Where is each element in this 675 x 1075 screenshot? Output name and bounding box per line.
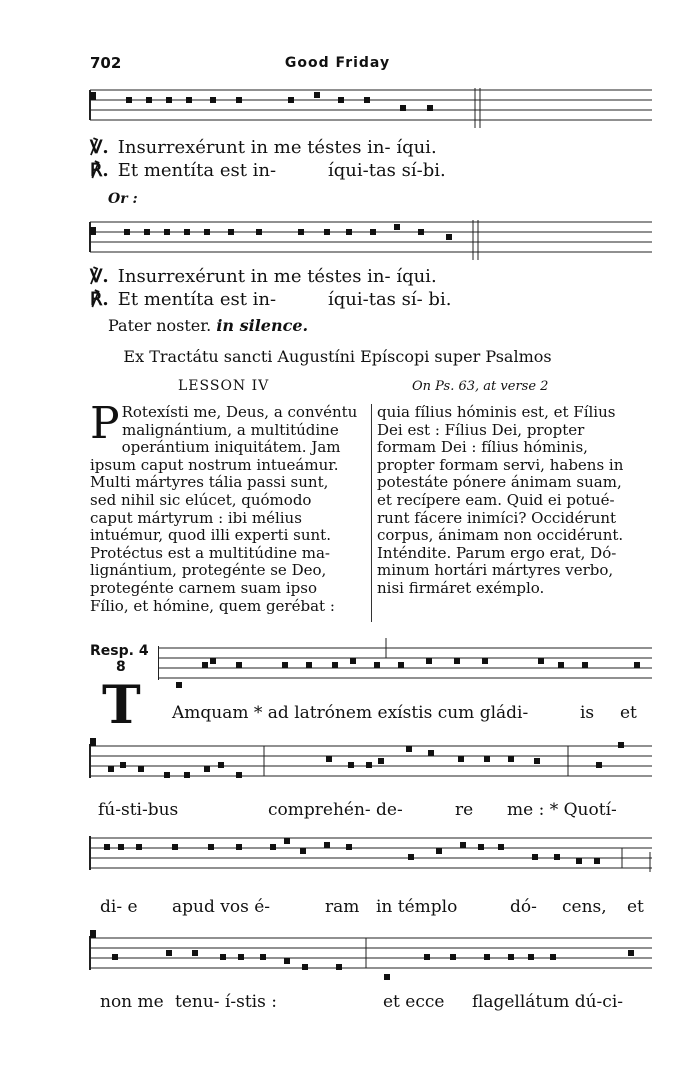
- pater-rubric: in silence.: [216, 316, 309, 335]
- lesson-left-line: Multi mártyres tália passi sunt,: [90, 473, 329, 492]
- or-label: Or :: [108, 191, 138, 207]
- lesson-left-line: sed nihil sic elúcet, quómodo: [90, 490, 312, 509]
- lesson-label: LESSON IV: [178, 378, 270, 394]
- page-number: 702: [90, 54, 122, 72]
- running-title: Good Friday: [284, 55, 391, 71]
- response-text-right: íqui-tas sí- bi.: [328, 289, 452, 310]
- tract-title: Ex Tractátu sancti Augustíni Epíscopi super Psalmos: [123, 347, 552, 366]
- response-text-right: íqui-tas sí-bi.: [328, 160, 446, 181]
- versicle-symbol: ℣.: [90, 137, 109, 158]
- lesson-left-line: malignántium, a multitúdine: [122, 420, 339, 439]
- lesson-left-line: protegénte carnem suam ipso: [90, 578, 317, 597]
- lyric-line-2-syllable: me : * Quotí-: [507, 800, 617, 820]
- versicle-line-1: [90, 137, 437, 159]
- lyric-line-4-syllable: flagellátum dú-ci-: [472, 992, 624, 1012]
- lesson-left-line: Fílio, et hómine, quem gerébat :: [90, 596, 335, 615]
- lesson-left-line: Protéctus est a multitúdine ma-: [90, 543, 330, 562]
- lesson-left-line: Rotexísti me, Deus, a convéntu: [121, 403, 358, 421]
- versicle-symbol: ℣.: [90, 266, 109, 287]
- chant-staff-2: [88, 212, 652, 264]
- lesson-right-line: Inténdite. Parum ergo erat, Dó-: [377, 543, 617, 562]
- lesson-right-line: propter formam servi, habens in: [377, 455, 624, 474]
- lyric-line-3-syllable: in témplo: [376, 897, 458, 917]
- lesson-right-line: Dei est : Fílius Dei, propter: [377, 420, 585, 439]
- lesson-left-line: ipsum caput nostrum intueámur.: [90, 455, 339, 474]
- lesson-left-line: intuémur, quod illi experti sunt.: [90, 526, 331, 545]
- lesson-right-line: potestáte pónere ánimam suam,: [377, 473, 622, 492]
- chant-staff-resp-2: [88, 736, 652, 788]
- lyric-line-4-syllable: et ecce: [383, 992, 445, 1012]
- lyric-line-1-syllable: et: [620, 703, 637, 723]
- lyric-line-1-main: Amquam * ad latrónem exístis cum gládi-: [172, 703, 529, 723]
- response-line-2: [90, 289, 276, 311]
- lesson-left-line: lignántium, protegénte se Deo,: [90, 561, 327, 580]
- lyric-line-2-syllable: comprehén- de-: [268, 800, 403, 820]
- versicle-text: Insurrexérunt in me téstes in- íqui.: [117, 137, 437, 158]
- lyric-line-3-syllable: ram: [325, 897, 360, 917]
- lesson-right-line: et recípere eam. Quid ei potué-: [377, 490, 615, 509]
- lesson-right-line: formam Dei : fílius hóminis,: [377, 438, 588, 457]
- lesson-left-line: caput mártyrum : ibi mélius: [90, 508, 302, 527]
- lyric-line-3-syllable: cens,: [562, 897, 607, 917]
- lyric-line-4-syllable: tenu- í-stis :: [175, 992, 277, 1012]
- lesson-left-line: operántium iniquitátem. Jam: [121, 438, 341, 457]
- response-symbol: ℟.: [90, 160, 109, 181]
- lyric-line-2-syllable: fú-sti-bus: [98, 800, 179, 820]
- lyric-line-3-syllable: di- e: [100, 897, 138, 917]
- versicle-line-2: [90, 266, 437, 288]
- lesson-right-line: minum hortári mártyres verbo,: [377, 561, 614, 580]
- pater-text: Pater noster.: [108, 316, 212, 335]
- response-text-left: Et mentíta est in-: [117, 289, 277, 310]
- chant-staff-resp-3: [88, 828, 652, 880]
- lyric-line-1-syllable: is: [580, 703, 595, 723]
- chant-initial-letter: T: [102, 675, 141, 736]
- lesson-right-line: corpus, ánimam non occidérunt.: [377, 526, 624, 545]
- lesson-column-left: [90, 398, 366, 615]
- response-text-left: Et mentíta est in-: [117, 160, 277, 181]
- response-symbol: ℟.: [90, 289, 109, 310]
- versicle-text: Insurrexérunt in me téstes in- íqui.: [117, 266, 437, 287]
- lyric-line-3-syllable: apud vos é-: [172, 897, 271, 917]
- lyric-line-2-syllable: re: [455, 800, 474, 820]
- chant-staff-resp-4: [88, 928, 652, 980]
- lesson-right-line: quia fílius hóminis est, et Fílius: [377, 403, 616, 421]
- column-divider: [371, 404, 372, 622]
- drop-cap-initial: P: [90, 398, 120, 449]
- response-line-1: [90, 160, 276, 182]
- responsory-mode: 8: [116, 659, 126, 675]
- lyric-line-4-syllable: non me: [100, 992, 164, 1012]
- lesson-column-right: [377, 404, 653, 598]
- responsory-label: Resp. 4: [90, 643, 149, 659]
- lesson-reference: On Ps. 63, at verse 2: [412, 379, 549, 394]
- lesson-right-line: nisi firmáret exémplo.: [377, 578, 545, 597]
- pater-noster-line: [108, 316, 308, 335]
- chant-staff-resp-1: [158, 638, 652, 694]
- chant-staff-1: [88, 80, 652, 132]
- lyric-line-3-syllable: et: [627, 897, 644, 917]
- lesson-right-line: runt fácere inimíci? Occidérunt: [377, 508, 617, 527]
- lyric-line-3-syllable: dó-: [510, 897, 537, 917]
